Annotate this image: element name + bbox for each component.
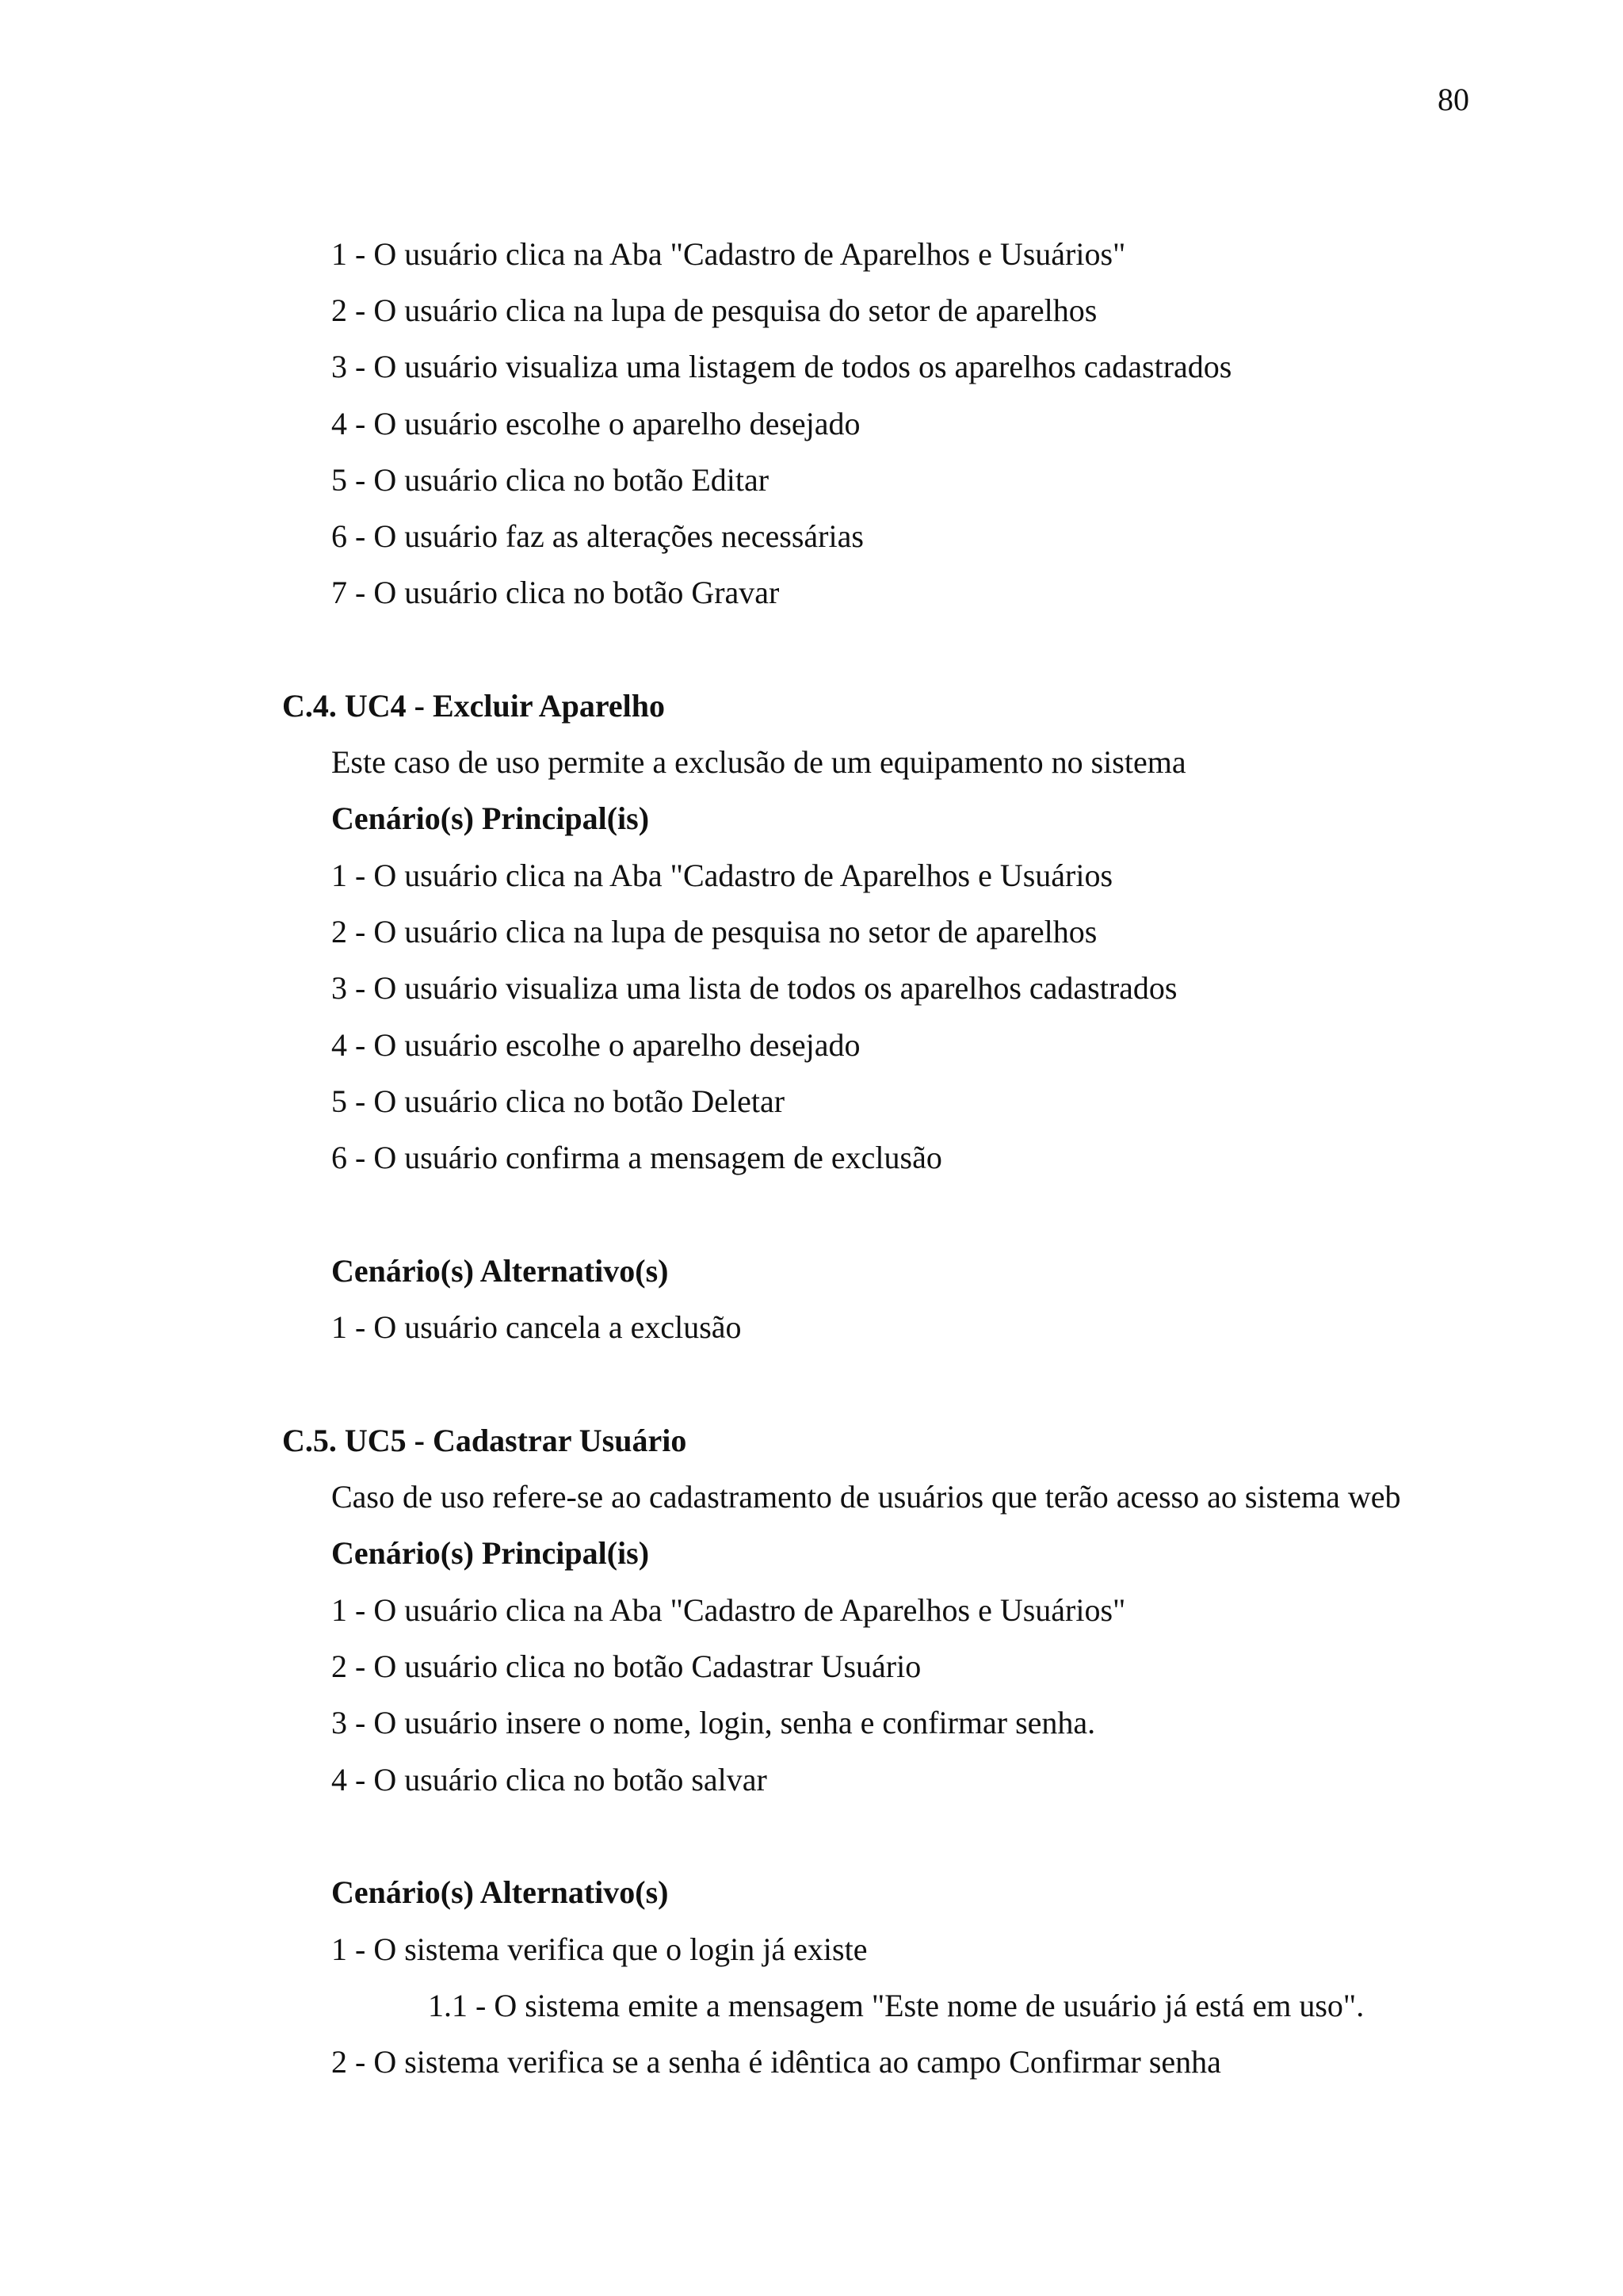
list-item: 5 - O usuário clica no botão Editar bbox=[331, 462, 769, 498]
list-item: 2 - O usuário clica na lupa de pesquisa no setor de aparelhos bbox=[331, 914, 1098, 949]
list-item: 1 - O sistema verifica que o login já existe bbox=[331, 1931, 868, 1967]
list-item: 3 - O usuário visualiza uma lista de todos os aparelhos cadastrados bbox=[331, 970, 1178, 1006]
alternative-scenario-title: Cenário(s) Alternativo(s) bbox=[331, 1874, 669, 1910]
list-item: 3 - O usuário visualiza uma listagem de todos os aparelhos cadastrados bbox=[331, 349, 1232, 384]
list-item: 2 - O usuário clica no botão Cadastrar Usuário bbox=[331, 1648, 922, 1684]
list-item: 5 - O usuário clica no botão Deletar bbox=[331, 1083, 785, 1119]
list-item: 4 - O usuário escolhe o aparelho desejado bbox=[331, 1027, 861, 1063]
section-heading-uc5: C.5. UC5 - Cadastrar Usuário bbox=[282, 1423, 687, 1458]
list-item: 6 - O usuário faz as alterações necessárias bbox=[331, 518, 864, 554]
principal-scenario-title: Cenário(s) Principal(is) bbox=[331, 800, 650, 836]
list-subitem: 1.1 - O sistema emite a mensagem "Este nome de usuário já está em uso". bbox=[428, 1988, 1365, 2023]
section-description: Caso de uso refere-se ao cadastramento de usuários que terão acesso ao sistema web bbox=[331, 1479, 1401, 1515]
section-heading-uc4: C.4. UC4 - Excluir Aparelho bbox=[282, 688, 665, 724]
page-number: 80 bbox=[1438, 82, 1469, 117]
alternative-scenario-title: Cenário(s) Alternativo(s) bbox=[331, 1253, 669, 1289]
principal-scenario-title: Cenário(s) Principal(is) bbox=[331, 1535, 650, 1571]
list-item: 1 - O usuário clica na Aba "Cadastro de Aparelhos e Usuários" bbox=[331, 236, 1126, 272]
list-item: 4 - O usuário clica no botão salvar bbox=[331, 1762, 767, 1797]
list-item: 1 - O usuário clica na Aba "Cadastro de Aparelhos e Usuários bbox=[331, 858, 1113, 893]
list-item: 3 - O usuário insere o nome, login, senha e confirmar senha. bbox=[331, 1705, 1096, 1740]
list-item: 7 - O usuário clica no botão Gravar bbox=[331, 575, 780, 610]
list-item: 1 - O usuário clica na Aba "Cadastro de Aparelhos e Usuários" bbox=[331, 1592, 1126, 1628]
list-item: 4 - O usuário escolhe o aparelho desejado bbox=[331, 406, 861, 441]
list-item: 6 - O usuário confirma a mensagem de exclusão bbox=[331, 1140, 942, 1175]
section-description: Este caso de uso permite a exclusão de um equipamento no sistema bbox=[331, 744, 1186, 780]
list-item: 2 - O sistema verifica se a senha é idêntica ao campo Confirmar senha bbox=[331, 2044, 1221, 2080]
list-item: 2 - O usuário clica na lupa de pesquisa do setor de aparelhos bbox=[331, 292, 1098, 328]
list-item: 1 - O usuário cancela a exclusão bbox=[331, 1309, 742, 1345]
